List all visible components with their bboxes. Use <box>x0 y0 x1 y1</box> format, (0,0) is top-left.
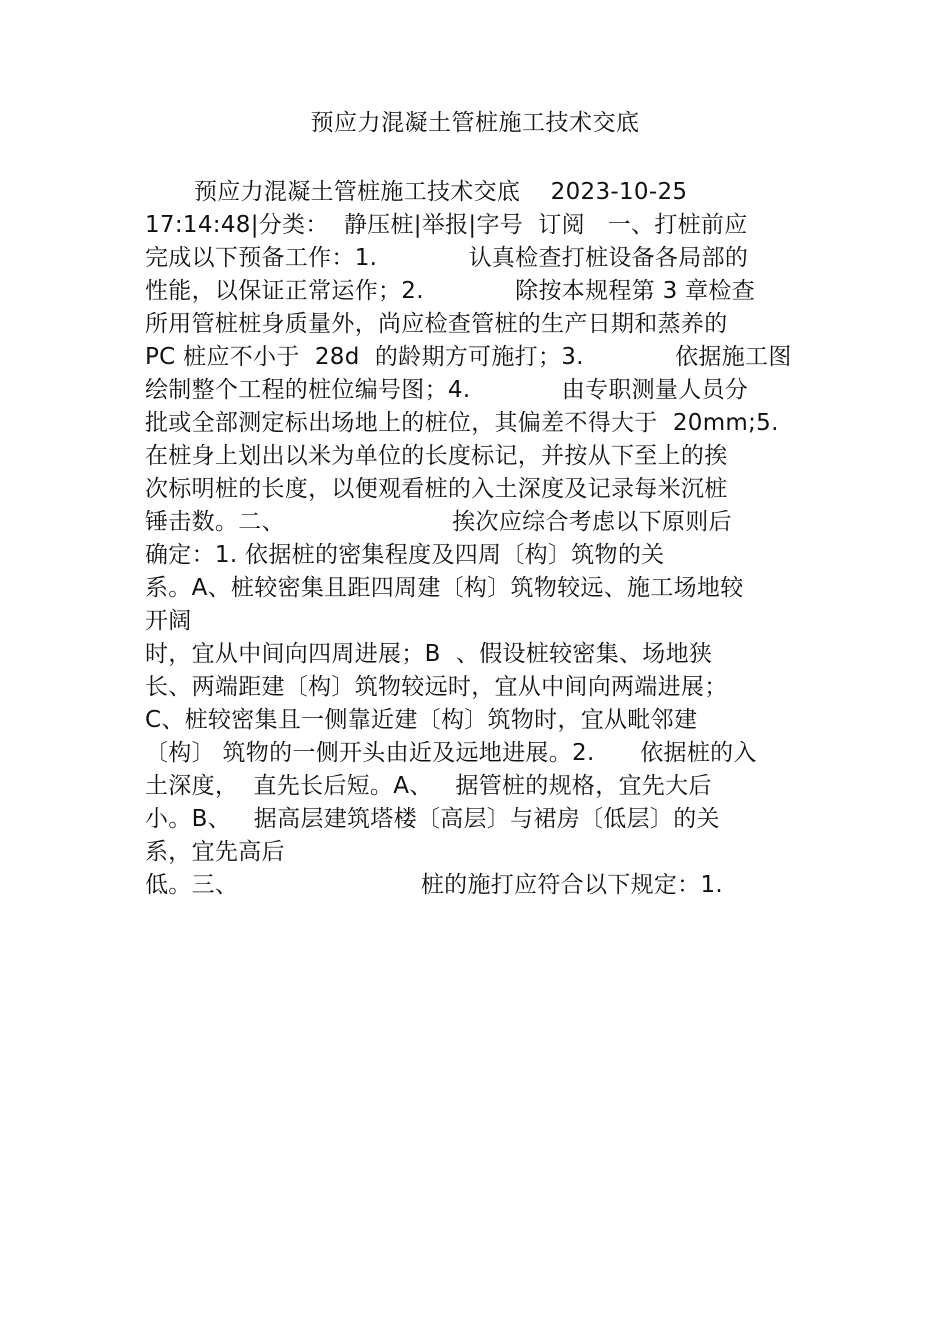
body-line: 绘制整个工程的桩位编号图；4. 由专职测量人员分 <box>145 377 749 403</box>
body-line: 性能，以保证正常运作；2. 除按本规程第 3 章检查 <box>145 278 756 304</box>
body-line: 系，宜先高后 <box>145 839 285 865</box>
body-line: 〔构〕 筑物的一侧开头由近及远地进展。2. 依据桩的入 <box>145 740 757 766</box>
document-title: 预应力混凝土管桩施工技术交底 <box>310 110 640 136</box>
body-line: C、桩较密集且一侧靠近建〔构〕筑物时，宜从毗邻建 <box>145 707 698 733</box>
body-line: 长、两端距建〔构〕筑物较远时，宜从中间向两端进展； <box>145 674 728 700</box>
body-line: 确定：1. 依据桩的密集程度及四周〔构〕筑物的关 <box>145 542 665 568</box>
document-body <box>145 176 825 902</box>
body-line: 开阔 <box>145 608 192 634</box>
body-line: 系。A、桩较密集且距四周建〔构〕筑物较远、施工场地较 <box>145 575 744 601</box>
body-line: 批或全部测定标出场地上的桩位，其偏差不得大于 20mm;5. <box>145 410 779 436</box>
body-line: 17:14:48|分类： 静压桩|举报|字号 订阅 一、打桩前应 <box>145 212 748 238</box>
body-line: 在桩身上划出以米为单位的长度标记，并按从下至上的挨 <box>145 443 728 469</box>
body-line: 完成以下预备工作：1. 认真检查打桩设备各局部的 <box>145 245 749 271</box>
body-line: 锤击数。二、 挨次应综合考虑以下原则后 <box>145 509 732 535</box>
body-line: 次标明桩的长度，以便观看桩的入土深度及记录每米沉桩 <box>145 476 728 502</box>
body-line: 土深度， 直先长后短。A、 据管桩的规格，宜先大后 <box>145 773 712 799</box>
body-line: PC 桩应不小于 28d 的龄期方可施打；3. 依据施工图 <box>145 344 792 370</box>
body-line: 时，宜从中间向四周进展；B 、假设桩较密集、场地狭 <box>145 641 713 667</box>
body-line: 预应力混凝土管桩施工技术交底 2023-10-25 <box>194 179 688 205</box>
body-line: 所用管桩桩身质量外，尚应检查管桩的生产日期和蒸养的 <box>145 311 728 337</box>
body-line: 小。B、 据高层建筑塔楼〔高层〕与裙房〔低层〕的关 <box>145 806 720 832</box>
body-line: 低。三、 桩的施打应符合以下规定：1. <box>145 872 724 898</box>
